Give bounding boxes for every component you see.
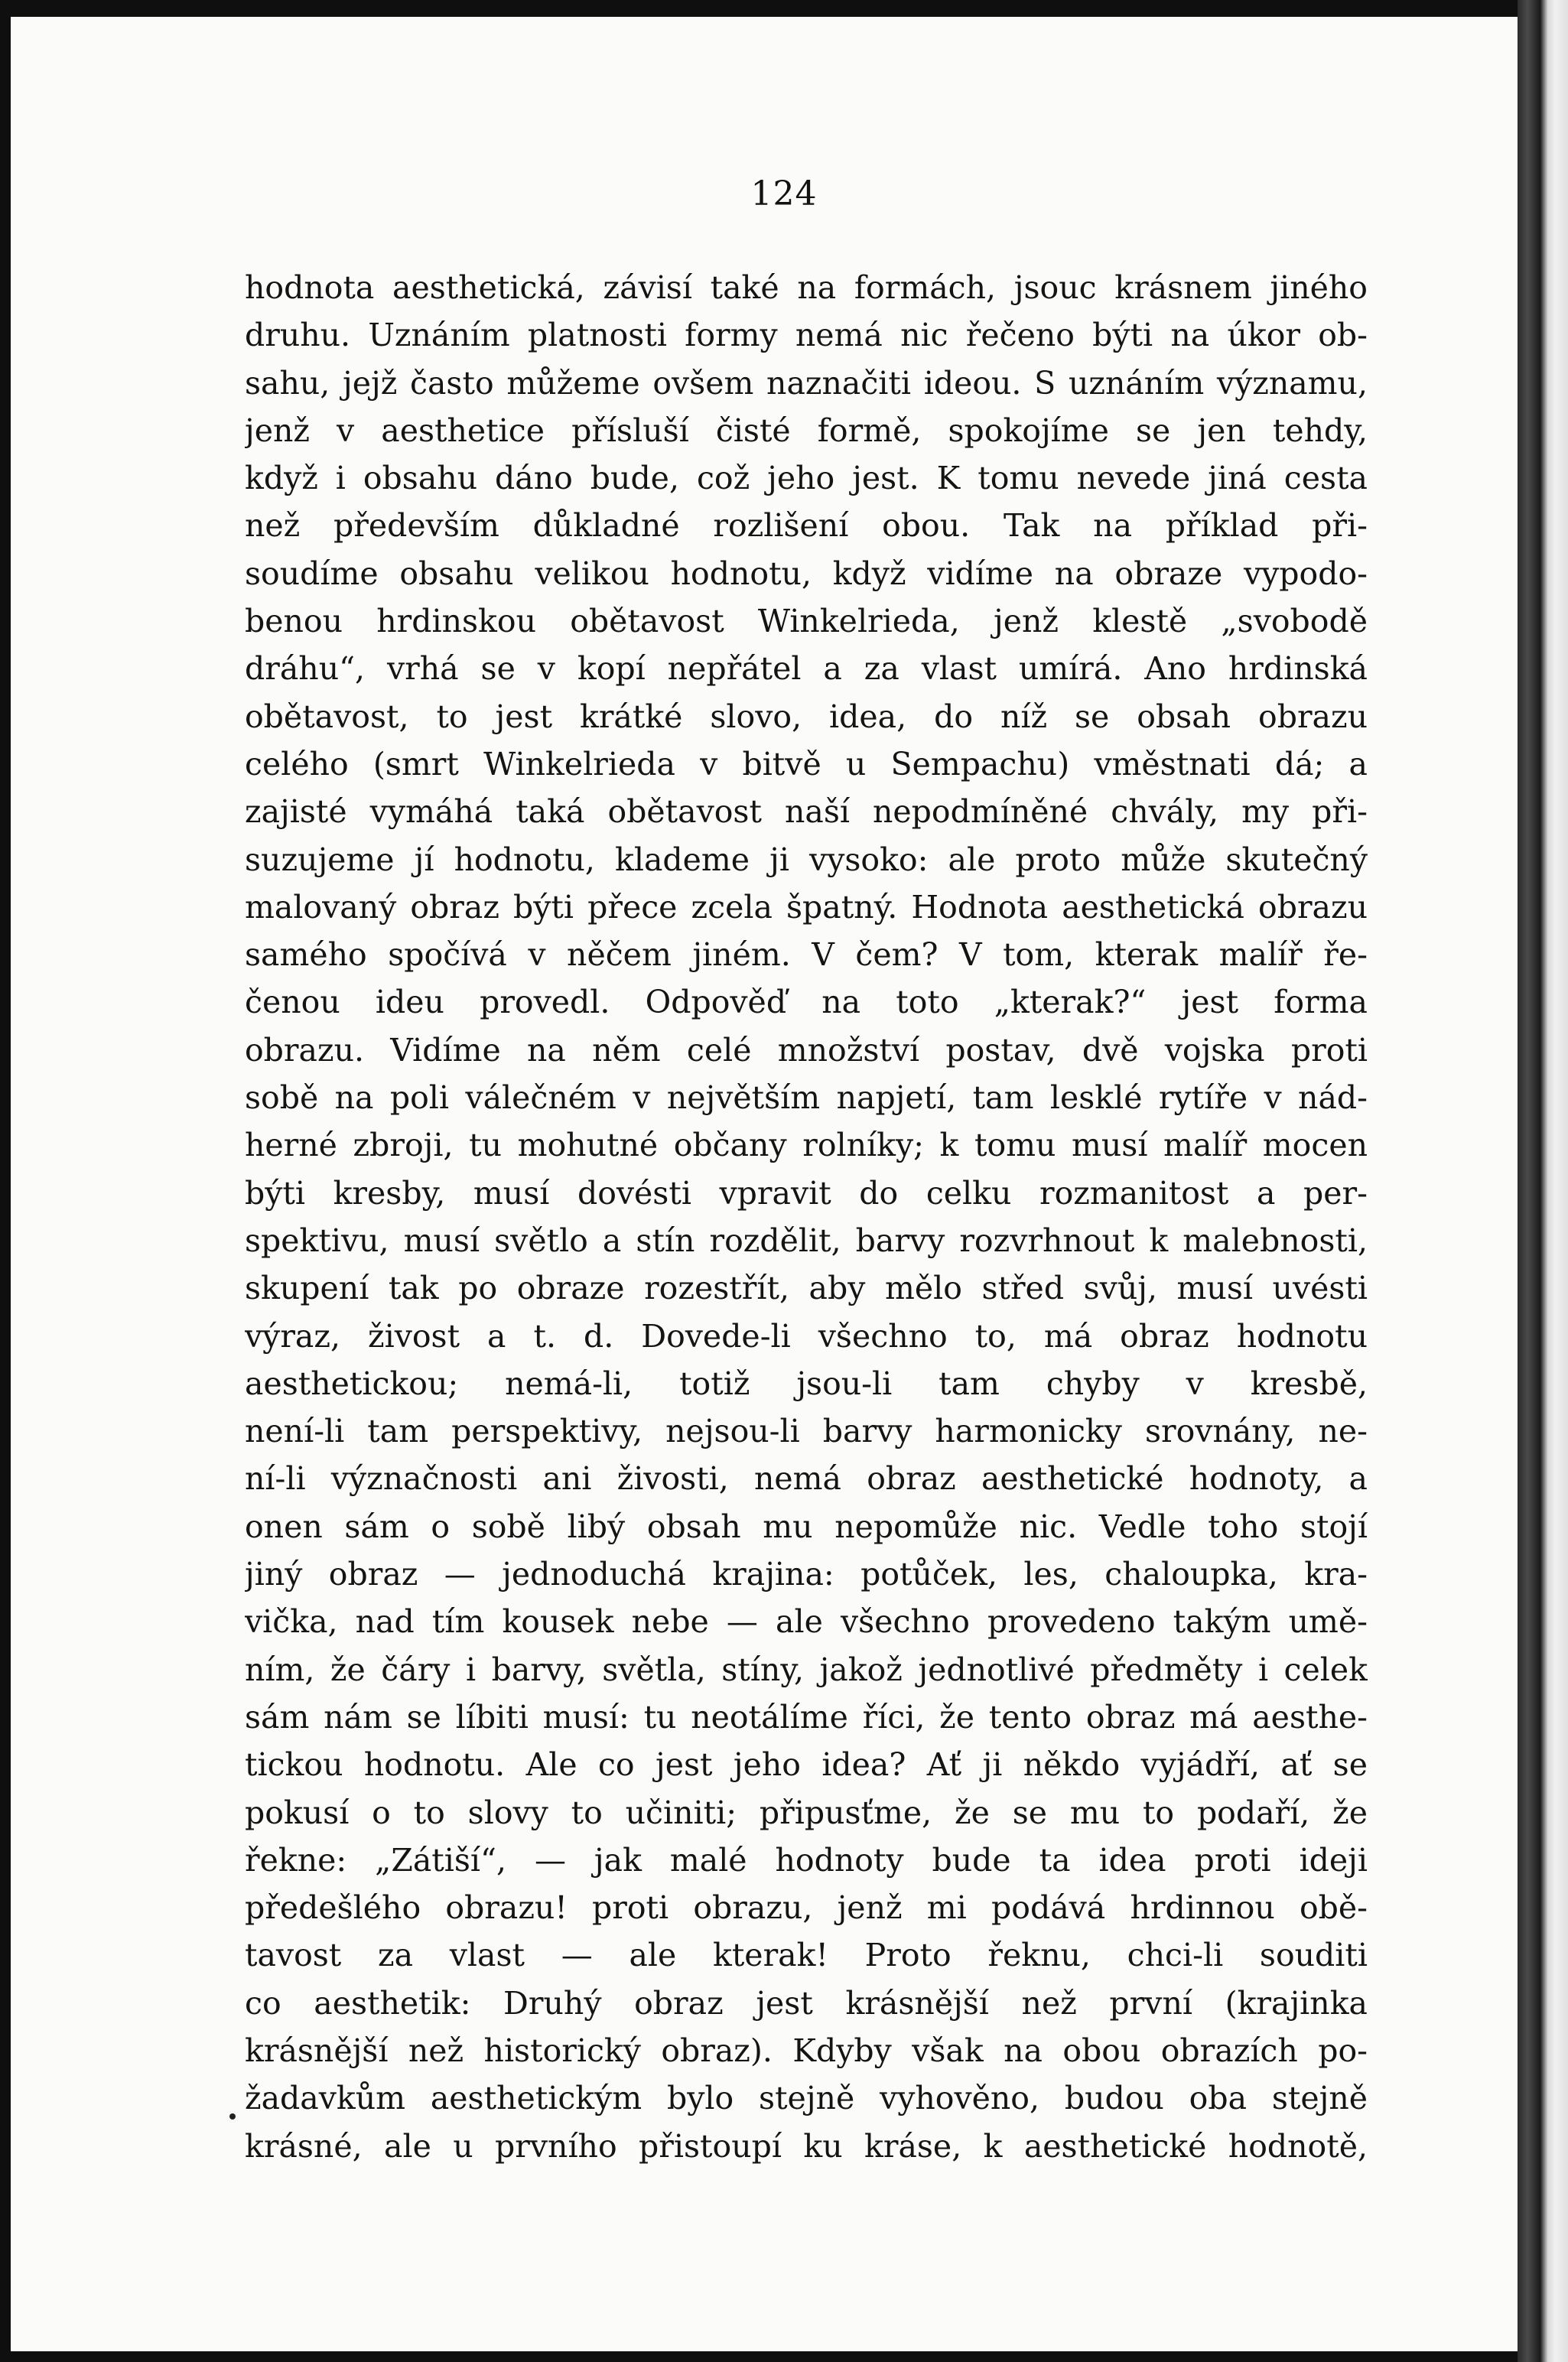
text-line: herné zbroji, tu mohutné občany rolníky; k tomu musí malíř mocen [245,1127,1368,1164]
text-line: onen sám o sobě libý obsah mu nepomůže nic. Vedle toho stojí [245,1508,1368,1545]
text-line: sobě na poli válečném v největším napjetí, tam lesklé rytíře v nád- [245,1079,1368,1117]
text-line: když i obsahu dáno bude, což jeho jest. K tomu nevede jiná cesta [245,460,1368,497]
margin-mark [229,2113,236,2120]
text-line: zajisté vymáhá taká obětavost naší nepodmíněné chvály, my při- [245,793,1368,831]
text-line: celého (smrt Winkelrieda v bitvě u Sempachu) vměstnati dá; a [245,745,1368,782]
text-line: tavost za vlast — ale kterak! Proto řeknu, chci-li souditi [245,1937,1368,1974]
text-line: jiný obraz — jednoduchá krajina: potůček, les, chaloupka, kra- [245,1556,1368,1593]
text-line: dráhu“, vrhá se v kopí nepřátel a za vlast umírá. Ano hrdinská [245,650,1368,688]
text-line: obětavost, to jest krátké slovo, idea, do níž se obsah obrazu [245,698,1368,735]
text-line: benou hrdinskou obětavost Winkelrieda, jenž klestě „svobodě [245,603,1368,640]
text-line: výraz, živost a t. d. Dovede-li všechno to, má obraz hodnotu [245,1317,1368,1355]
text-line: není-li tam perspektivy, nejsou-li barvy harmonicky srovnány, ne- [245,1413,1368,1450]
text-line: suzujeme jí hodnotu, klademe ji vysoko: ale proto může skutečný [245,841,1368,878]
text-line: čenou ideu provedl. Odpověď na toto „kterak?“ jest forma [245,984,1368,1021]
text-line: předešlého obrazu! proti obrazu, jenž mi podává hrdinnou obě- [245,1889,1368,1927]
text-line: druhu. Uznáním platnosti formy nemá nic řečeno býti na úkor ob- [245,317,1368,354]
text-line: pokusí o to slovy to učiniti; připusťme, že se mu to podaří, že [245,1794,1368,1831]
text-line: krásnější než historický obraz). Kdyby však na obou obrazích po- [245,2032,1368,2069]
text-line: krásné, ale u prvního přistoupí ku kráse, k aesthetické hodnotě, [245,2127,1368,2165]
text-line: řekne: „Zátiší“, — jak malé hodnoty bude ta idea proti ideji [245,1841,1368,1879]
text-line: ní-li význačnosti ani živosti, nemá obraz aesthetické hodnoty, a [245,1460,1368,1498]
text-line: malovaný obraz býti přece zcela špatný. Hodnota aesthetická obrazu [245,888,1368,926]
text-line: sahu, jejž často můžeme ovšem naznačiti ideou. S uznáním významu, [245,364,1368,402]
text-line: než především důkladné rozlišení obou. Tak na příklad při- [245,507,1368,545]
book-edge [1518,0,1568,2362]
text-line: skupení tak po obraze rozestřít, aby mělo střed svůj, musí uvésti [245,1270,1368,1307]
body-text [245,264,1368,2170]
text-line: obrazu. Vidíme na něm celé množství postav, dvě vojska proti [245,1031,1368,1069]
text-line: tickou hodnotu. Ale co jest jeho idea? Ať ji někdo vyjádří, ať se [245,1746,1368,1784]
text-line: žadavkům aesthetickým bylo stejně vyhověno, budou oba stejně [245,2080,1368,2117]
text-line: vička, nad tím kousek nebe — ale všechno provedeno takým umě- [245,1603,1368,1641]
text-line: hodnota aesthetická, závisí také na formách, jsouc krásnem jiného [245,269,1368,306]
text-line: spektivu, musí světlo a stín rozdělit, barvy rozvrhnout k malebnosti, [245,1222,1368,1259]
text-line: co aesthetik: Druhý obraz jest krásnější než první (krajinka [245,1984,1368,2022]
text-line: sám nám se líbiti musí: tu neotálíme říci, že tento obraz má aesthe- [245,1698,1368,1736]
text-line: soudíme obsahu velikou hodnotu, když vidíme na obraze vypodo- [245,555,1368,592]
text-line: samého spočívá v něčem jiném. V čem? V tom, kterak malíř ře- [245,936,1368,974]
text-line: býti kresby, musí dovésti vpravit do celku rozmanitost a per- [245,1174,1368,1212]
page-number: 124 [750,174,818,213]
text-line: jenž v aesthetice přísluší čisté formě, spokojíme se jen tehdy, [245,412,1368,449]
text-line: aesthetickou; nemá-li, totiž jsou-li tam chyby v kresbě, [245,1365,1368,1402]
text-line: ním, že čáry i barvy, světla, stíny, jakož jednotlivé předměty i celek [245,1651,1368,1688]
